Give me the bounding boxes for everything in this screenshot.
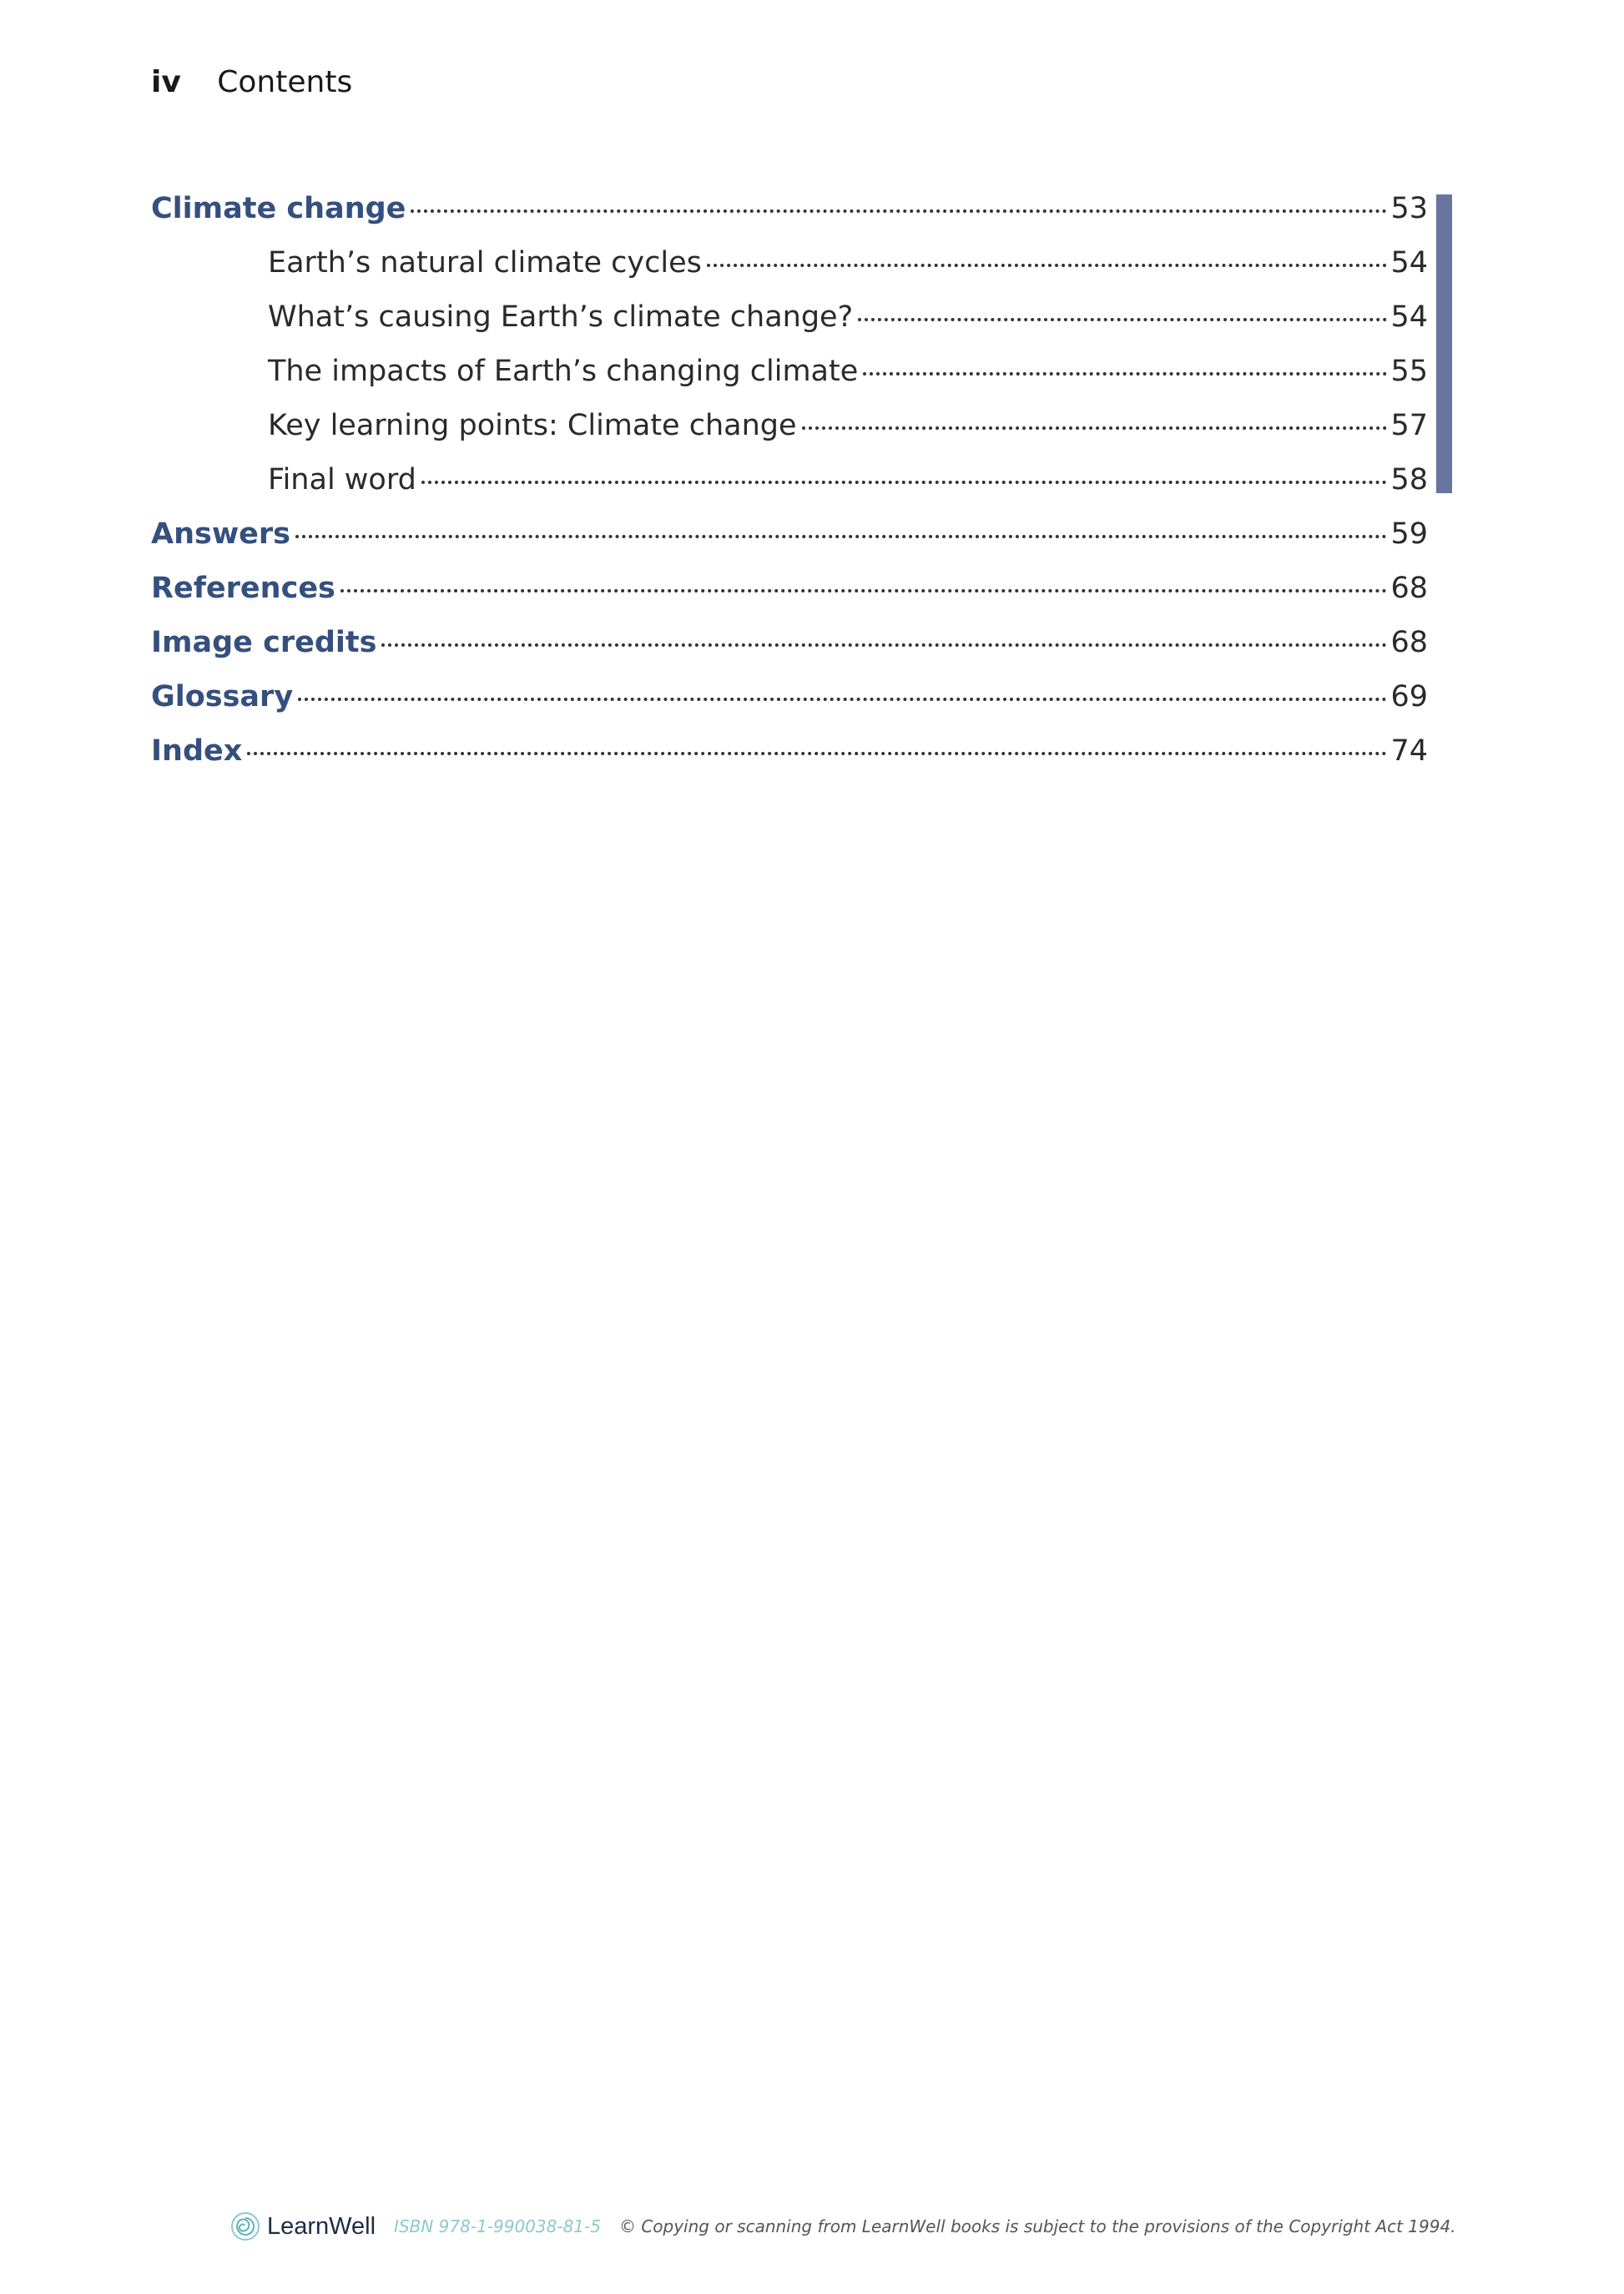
toc-entry-key-learning-points[interactable] xyxy=(151,399,1428,453)
running-head xyxy=(151,62,352,103)
toc-entry-page: 74 xyxy=(1390,734,1428,768)
toc-entry-causing-climate-change[interactable] xyxy=(151,290,1428,345)
dot-leader xyxy=(247,752,1387,755)
dot-leader xyxy=(421,481,1388,484)
dot-leader xyxy=(295,535,1387,538)
toc-entry-title: Climate change xyxy=(151,192,406,225)
toc-entry-title: Key learning points: Climate change xyxy=(268,409,797,442)
toc-entry-page: 69 xyxy=(1390,680,1428,713)
toc-entry-page: 58 xyxy=(1390,463,1428,497)
toc-entry-title: Index xyxy=(151,734,243,768)
toc-entry-references[interactable] xyxy=(151,562,1428,616)
isbn: ISBN 978-1-990038-81-5 xyxy=(394,2216,601,2236)
section-marker-bar xyxy=(1436,194,1452,493)
table-of-contents xyxy=(151,182,1428,779)
toc-entry-image-credits[interactable] xyxy=(151,616,1428,670)
dot-leader xyxy=(863,372,1387,376)
page-footer xyxy=(230,2208,1456,2245)
toc-entry-page: 59 xyxy=(1390,517,1428,551)
dot-leader xyxy=(707,264,1388,267)
dot-leader xyxy=(340,589,1388,592)
copyright-notice: © Copying or scanning from LearnWell books is subject to the provisions of the Copyright Act 1994. xyxy=(618,2216,1456,2236)
page-number: iv xyxy=(151,65,181,99)
dot-leader xyxy=(858,318,1387,321)
toc-entry-title: Answers xyxy=(151,517,291,551)
toc-entry-glossary[interactable] xyxy=(151,670,1428,724)
dot-leader xyxy=(381,643,1387,647)
toc-entry-title: The impacts of Earth’s changing climate xyxy=(268,355,859,388)
toc-entry-index[interactable] xyxy=(151,724,1428,779)
toc-entry-page: 53 xyxy=(1390,192,1428,225)
toc-entry-title: Final word xyxy=(268,463,416,497)
logo-text: LearnWell xyxy=(267,2212,376,2240)
toc-entry-page: 68 xyxy=(1390,572,1428,605)
toc-entry-title: Glossary xyxy=(151,680,294,713)
toc-entry-page: 54 xyxy=(1390,246,1428,280)
toc-entry-page: 68 xyxy=(1390,626,1428,659)
toc-entry-title: References xyxy=(151,572,335,605)
dot-leader xyxy=(411,209,1387,213)
dot-leader xyxy=(802,426,1388,430)
toc-entry-page: 55 xyxy=(1390,355,1428,388)
toc-entry-page: 57 xyxy=(1390,409,1428,442)
toc-entry-answers[interactable] xyxy=(151,507,1428,562)
toc-entry-natural-climate-cycles[interactable] xyxy=(151,236,1428,290)
toc-entry-page: 54 xyxy=(1390,300,1428,334)
toc-entry-final-word[interactable] xyxy=(151,453,1428,507)
dot-leader xyxy=(298,698,1387,701)
toc-entry-title: What’s causing Earth’s climate change? xyxy=(268,300,854,334)
toc-entry-title: Image credits xyxy=(151,626,377,659)
spiral-logo-icon xyxy=(230,2211,260,2241)
toc-entry-climate-change[interactable] xyxy=(151,182,1428,236)
toc-entry-title: Earth’s natural climate cycles xyxy=(268,246,702,280)
learnwell-logo xyxy=(230,2211,376,2241)
toc-entry-impacts[interactable] xyxy=(151,345,1428,399)
page-title: Contents xyxy=(217,65,353,99)
